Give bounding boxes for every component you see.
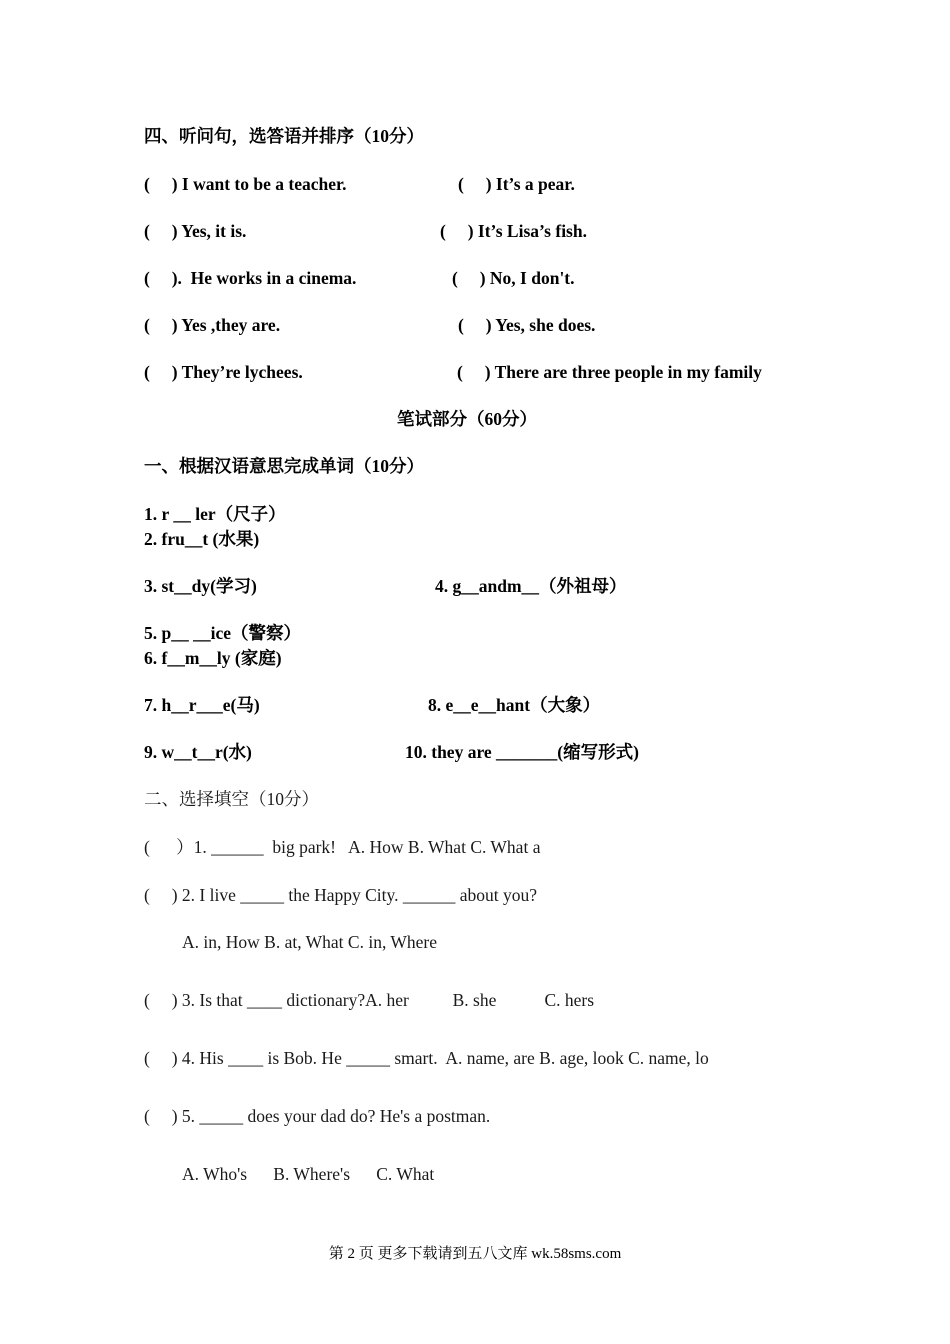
word-item-1: 1. r __ ler（尺子） <box>144 504 286 524</box>
question-1: ( ）1. ______ big park! A. How B. What C. What a <box>144 837 541 857</box>
word-item-7: 7. h__r___e(马) <box>144 695 260 715</box>
choice-section-title: 二、选择填空（10分） <box>144 789 319 809</box>
listening-left-item-1: ( ) I want to be a teacher. <box>144 174 347 194</box>
listening-left-item-4: ( ) Yes ,they are. <box>144 315 281 335</box>
question-5-options: A. Who's B. Where's C. What <box>182 1164 435 1184</box>
word-item-9: 9. w__t__r(水) <box>144 742 252 762</box>
word-item-4: 4. g__andm__（外祖母） <box>435 576 627 596</box>
question-2: ( ) 2. I live _____ the Happy City. ______ about you? <box>144 885 538 905</box>
question-3: ( ) 3. Is that ____ dictionary?A. her B. she C. hers <box>144 990 595 1010</box>
word-item-3: 3. st__dy(学习) <box>144 576 257 596</box>
listening-right-item-3: ( ) No, I don't. <box>452 268 575 288</box>
listening-left-item-2: ( ) Yes, it is. <box>144 221 247 241</box>
word-item-6: 6. f__m__ly (家庭) <box>144 648 282 668</box>
word-item-5: 5. p__ __ice（警察） <box>144 623 302 643</box>
question-2-options: A. in, How B. at, What C. in, Where <box>182 932 438 952</box>
word-item-10: 10. they are _______(缩写形式) <box>405 742 639 762</box>
listening-right-item-2: ( ) It’s Lisa’s fish. <box>440 221 587 241</box>
written-part-heading: 笔试部分（60分） <box>397 409 537 429</box>
word-item-8: 8. e__e__hant（大象） <box>428 695 601 715</box>
question-4: ( ) 4. His ____ is Bob. He _____ smart. A. name, are B. age, look C. name, lo <box>144 1048 709 1068</box>
listening-left-item-5: ( ) They’re lychees. <box>144 362 303 382</box>
section-4-title: 四、听问句，选答语并排序（10分） <box>144 126 424 146</box>
words-section-title: 一、根据汉语意思完成单词（10分） <box>144 456 424 476</box>
question-5: ( ) 5. _____ does your dad do? He's a postman. <box>144 1106 491 1126</box>
page-footer: 第 2 页 更多下载请到五八文库 wk.58sms.com <box>328 1246 622 1262</box>
listening-left-item-3: ( ). He works in a cinema. <box>144 268 357 288</box>
listening-right-item-5: ( ) There are three people in my family <box>457 362 762 382</box>
word-item-2: 2. fru__t (水果) <box>144 529 260 549</box>
listening-right-item-1: ( ) It’s a pear. <box>458 174 575 194</box>
listening-right-item-4: ( ) Yes, she does. <box>458 315 596 335</box>
